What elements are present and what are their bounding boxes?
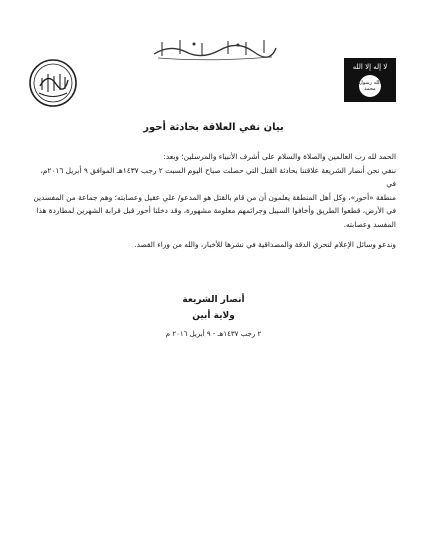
greeting-line: الحمد لله رب العالمين والصلاة والسلام على أشرف الأنبياء والمرسلين؛ وبعد:: [163, 152, 396, 161]
statement-body: [30, 150, 396, 252]
statement-title: بيان نفي العلاقة بحادثة أحور: [143, 122, 284, 133]
signature-province: ولاية أبين: [192, 311, 235, 321]
paragraph-1-line-3: في الأرض، قطعوا الطريق وأخافوا السبيل وجرائمهم معلومة مشهورة، وقد دخلنا أحور قبل قرابة الشهرين لمطاردة هذا: [36, 206, 396, 215]
signature-organization: أنصار الشريعة: [182, 295, 245, 305]
basmala-calligraphy: [150, 34, 280, 62]
paragraph-1-line-2: منطقة «أحور»، وكل أهل المنطقة يعلمون أن من قام بالقتل هو المدعو/ علي عقيل وعصابته؛ وهم جماعة من المفسدين: [33, 192, 396, 202]
paragraph-2: وندعو وسائل الإعلام لتحري الدقة والمصداقية في نشرها للأخبار، والله من وراء القصد.: [134, 240, 396, 249]
flag-shahada-text: لا إله إلا الله: [352, 63, 388, 71]
paragraph-1-line-1: ننفي نحن أنصار الشريعة علاقتنا بحادثة القتل التي حصلت صباح اليوم السبت ٢ رجب ١٤٣٧هـ الموافق ٩ أبريل ٢٠١٦م، في: [40, 165, 396, 188]
calligraphy-seal: [28, 58, 78, 108]
paragraph-1-line-4: المفسد وعصابته.: [343, 219, 396, 229]
signature-date: ٢ رجب ١٤٣٧هـ - ٩ أبريل ٢٠١٦ م: [165, 330, 262, 338]
flag-seal-circle: الله رسول محمد: [359, 75, 381, 97]
black-flag-emblem: [344, 58, 396, 102]
